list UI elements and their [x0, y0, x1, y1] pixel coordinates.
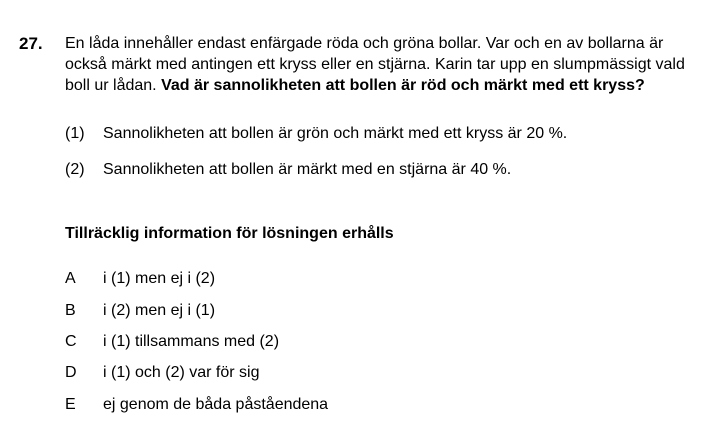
option-text: i (1) tillsammans med (2) [103, 333, 280, 350]
statement-2 [65, 159, 511, 180]
option-letter: B [65, 302, 76, 319]
option-text: i (1) och (2) var för sig [103, 364, 260, 381]
question-prompt: Vad är sannolikheten att bollen är röd och märkt med ett kryss? [161, 77, 645, 94]
option-text: ej genom de båda påståendena [103, 396, 329, 413]
statement-number: (1) [65, 125, 85, 142]
option-d [65, 362, 259, 383]
option-letter: C [65, 333, 77, 350]
option-letter: E [65, 396, 76, 413]
option-text: i (2) men ej i (1) [103, 302, 216, 319]
options-heading: Tillräcklig information för lösningen erhålls [65, 225, 394, 242]
option-a [65, 268, 215, 289]
statement-1 [65, 123, 567, 144]
option-letter: A [65, 270, 76, 287]
option-b [65, 300, 215, 321]
question-body: En låda innehåller endast enfärgade röda och gröna bollar. Var och en av bollarna är också märkt med antingen ett kryss eller en stjärna. Karin tar upp en slumpmässigt vald boll ur lådan. [65, 35, 685, 94]
option-e [65, 394, 328, 415]
option-letter: D [65, 364, 77, 381]
question-number: 27. [19, 34, 43, 53]
statement-number: (2) [65, 161, 85, 178]
statement-text: Sannolikheten att bollen är märkt med en stjärna är 40 %. [103, 161, 512, 178]
statement-text: Sannolikheten att bollen är grön och märkt med ett kryss är 20 %. [103, 125, 568, 142]
option-c [65, 331, 279, 352]
question-text [65, 33, 697, 96]
option-text: i (1) men ej i (2) [103, 270, 216, 287]
